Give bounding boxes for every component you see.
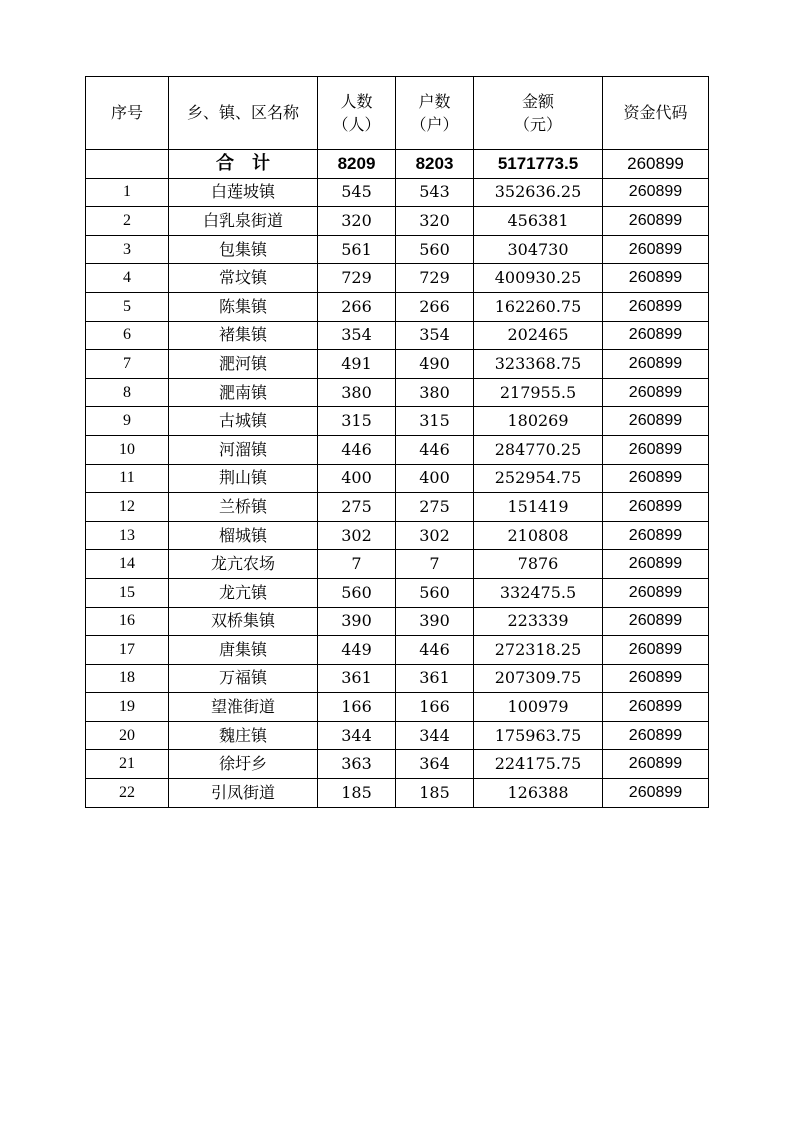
subsidy-table (85, 76, 709, 808)
row-people: 545 (318, 178, 396, 207)
row-households: 266 (396, 292, 474, 321)
row-households: 490 (396, 350, 474, 379)
row-index: 17 (86, 636, 169, 665)
row-name: 魏庄镇 (169, 721, 318, 750)
row-amount: 180269 (474, 407, 603, 436)
row-people: 344 (318, 721, 396, 750)
row-index: 4 (86, 264, 169, 293)
row-fund-code: 260899 (603, 350, 709, 379)
row-fund-code: 260899 (603, 521, 709, 550)
row-name: 淝河镇 (169, 350, 318, 379)
row-households: 380 (396, 378, 474, 407)
row-people: 380 (318, 378, 396, 407)
row-households: 543 (396, 178, 474, 207)
row-households: 315 (396, 407, 474, 436)
row-name: 白乳泉街道 (169, 207, 318, 236)
row-name: 龙亢农场 (169, 550, 318, 579)
header-amount-line1: 金额 (521, 92, 554, 111)
row-people: 491 (318, 350, 396, 379)
row-amount: 210808 (474, 521, 603, 550)
row-people: 185 (318, 779, 396, 808)
row-index: 19 (86, 693, 169, 722)
header-people-line1: 人数 (340, 92, 373, 111)
row-name: 河溜镇 (169, 435, 318, 464)
row-people: 446 (318, 435, 396, 464)
row-index: 12 (86, 493, 169, 522)
table-row (86, 750, 709, 779)
row-amount: 175963.75 (474, 721, 603, 750)
table-row (86, 721, 709, 750)
row-households: 320 (396, 207, 474, 236)
row-amount: 126388 (474, 779, 603, 808)
row-households: 275 (396, 493, 474, 522)
row-fund-code: 260899 (603, 636, 709, 665)
total-index-cell (86, 150, 169, 179)
table-row (86, 779, 709, 808)
row-index: 6 (86, 321, 169, 350)
row-name: 引凤街道 (169, 779, 318, 808)
row-households: 364 (396, 750, 474, 779)
row-amount: 272318.25 (474, 636, 603, 665)
row-fund-code: 260899 (603, 264, 709, 293)
row-households: 729 (396, 264, 474, 293)
table-row (86, 607, 709, 636)
table-row (86, 207, 709, 236)
row-amount: 252954.75 (474, 464, 603, 493)
row-fund-code: 260899 (603, 779, 709, 808)
table-row (86, 435, 709, 464)
row-amount: 151419 (474, 493, 603, 522)
table-row (86, 493, 709, 522)
header-amount-line2: （元） (513, 115, 562, 134)
row-people: 400 (318, 464, 396, 493)
row-name: 白莲坡镇 (169, 178, 318, 207)
row-index: 5 (86, 292, 169, 321)
row-people: 361 (318, 664, 396, 693)
row-name: 褚集镇 (169, 321, 318, 350)
row-households: 354 (396, 321, 474, 350)
row-name: 双桥集镇 (169, 607, 318, 636)
header-people-line2: （人） (332, 115, 381, 134)
row-people: 560 (318, 578, 396, 607)
row-name: 荆山镇 (169, 464, 318, 493)
row-amount: 284770.25 (474, 435, 603, 464)
header-households-line2: （户） (410, 115, 459, 134)
row-index: 22 (86, 779, 169, 808)
table-row (86, 178, 709, 207)
row-amount: 323368.75 (474, 350, 603, 379)
row-fund-code: 260899 (603, 664, 709, 693)
row-fund-code: 260899 (603, 321, 709, 350)
row-fund-code: 260899 (603, 550, 709, 579)
row-index: 10 (86, 435, 169, 464)
row-amount: 100979 (474, 693, 603, 722)
row-name: 古城镇 (169, 407, 318, 436)
row-fund-code: 260899 (603, 493, 709, 522)
table-row (86, 693, 709, 722)
table-row (86, 235, 709, 264)
table-row (86, 350, 709, 379)
table-row (86, 550, 709, 579)
row-people: 449 (318, 636, 396, 665)
row-people: 561 (318, 235, 396, 264)
row-name: 常坟镇 (169, 264, 318, 293)
row-index: 14 (86, 550, 169, 579)
header-row (86, 77, 709, 150)
table-row (86, 378, 709, 407)
table-row (86, 636, 709, 665)
row-households: 302 (396, 521, 474, 550)
row-amount: 202465 (474, 321, 603, 350)
row-fund-code: 260899 (603, 607, 709, 636)
row-name: 唐集镇 (169, 636, 318, 665)
total-people: 8209 (318, 150, 396, 179)
row-households: 185 (396, 779, 474, 808)
table-row (86, 321, 709, 350)
header-region-name: 乡、镇、区名称 (169, 77, 318, 150)
row-people: 390 (318, 607, 396, 636)
header-amount (474, 77, 603, 150)
row-index: 2 (86, 207, 169, 236)
row-name: 万福镇 (169, 664, 318, 693)
row-name: 徐圩乡 (169, 750, 318, 779)
row-households: 560 (396, 235, 474, 264)
row-households: 446 (396, 636, 474, 665)
row-amount: 162260.75 (474, 292, 603, 321)
row-amount: 7876 (474, 550, 603, 579)
row-people: 275 (318, 493, 396, 522)
table-row (86, 407, 709, 436)
row-index: 18 (86, 664, 169, 693)
row-name: 望淮街道 (169, 693, 318, 722)
table-row (86, 292, 709, 321)
row-fund-code: 260899 (603, 721, 709, 750)
row-amount: 207309.75 (474, 664, 603, 693)
row-households: 344 (396, 721, 474, 750)
row-fund-code: 260899 (603, 464, 709, 493)
row-name: 淝南镇 (169, 378, 318, 407)
total-amount: 5171773.5 (474, 150, 603, 179)
total-fund-code: 260899 (603, 150, 709, 179)
row-name: 榴城镇 (169, 521, 318, 550)
row-households: 361 (396, 664, 474, 693)
row-fund-code: 260899 (603, 378, 709, 407)
row-households: 400 (396, 464, 474, 493)
row-households: 446 (396, 435, 474, 464)
row-name: 龙亢镇 (169, 578, 318, 607)
header-households-line1: 户数 (418, 92, 451, 111)
table-row (86, 521, 709, 550)
total-label: 合计 (169, 150, 318, 179)
row-index: 11 (86, 464, 169, 493)
header-fund-code: 资金代码 (603, 77, 709, 150)
header-households (396, 77, 474, 150)
row-people: 166 (318, 693, 396, 722)
row-index: 9 (86, 407, 169, 436)
row-fund-code: 260899 (603, 435, 709, 464)
row-people: 315 (318, 407, 396, 436)
row-amount: 352636.25 (474, 178, 603, 207)
row-fund-code: 260899 (603, 178, 709, 207)
row-amount: 332475.5 (474, 578, 603, 607)
row-people: 363 (318, 750, 396, 779)
row-index: 13 (86, 521, 169, 550)
row-index: 21 (86, 750, 169, 779)
row-households: 560 (396, 578, 474, 607)
row-fund-code: 260899 (603, 578, 709, 607)
row-amount: 304730 (474, 235, 603, 264)
row-people: 320 (318, 207, 396, 236)
header-people (318, 77, 396, 150)
row-amount: 224175.75 (474, 750, 603, 779)
row-amount: 400930.25 (474, 264, 603, 293)
row-index: 8 (86, 378, 169, 407)
row-households: 7 (396, 550, 474, 579)
table-row (86, 464, 709, 493)
row-fund-code: 260899 (603, 292, 709, 321)
table-row (86, 578, 709, 607)
row-people: 729 (318, 264, 396, 293)
row-index: 16 (86, 607, 169, 636)
row-name: 包集镇 (169, 235, 318, 264)
row-index: 3 (86, 235, 169, 264)
row-households: 166 (396, 693, 474, 722)
table-row (86, 664, 709, 693)
row-households: 390 (396, 607, 474, 636)
total-row (86, 150, 709, 179)
row-fund-code: 260899 (603, 207, 709, 236)
row-index: 15 (86, 578, 169, 607)
row-index: 1 (86, 178, 169, 207)
row-index: 20 (86, 721, 169, 750)
row-people: 7 (318, 550, 396, 579)
row-amount: 217955.5 (474, 378, 603, 407)
row-amount: 223339 (474, 607, 603, 636)
row-amount: 456381 (474, 207, 603, 236)
row-fund-code: 260899 (603, 235, 709, 264)
row-people: 266 (318, 292, 396, 321)
row-index: 7 (86, 350, 169, 379)
row-fund-code: 260899 (603, 407, 709, 436)
row-people: 354 (318, 321, 396, 350)
row-fund-code: 260899 (603, 750, 709, 779)
row-people: 302 (318, 521, 396, 550)
header-index: 序号 (86, 77, 169, 150)
row-name: 兰桥镇 (169, 493, 318, 522)
row-name: 陈集镇 (169, 292, 318, 321)
total-households: 8203 (396, 150, 474, 179)
table-row (86, 264, 709, 293)
row-fund-code: 260899 (603, 693, 709, 722)
